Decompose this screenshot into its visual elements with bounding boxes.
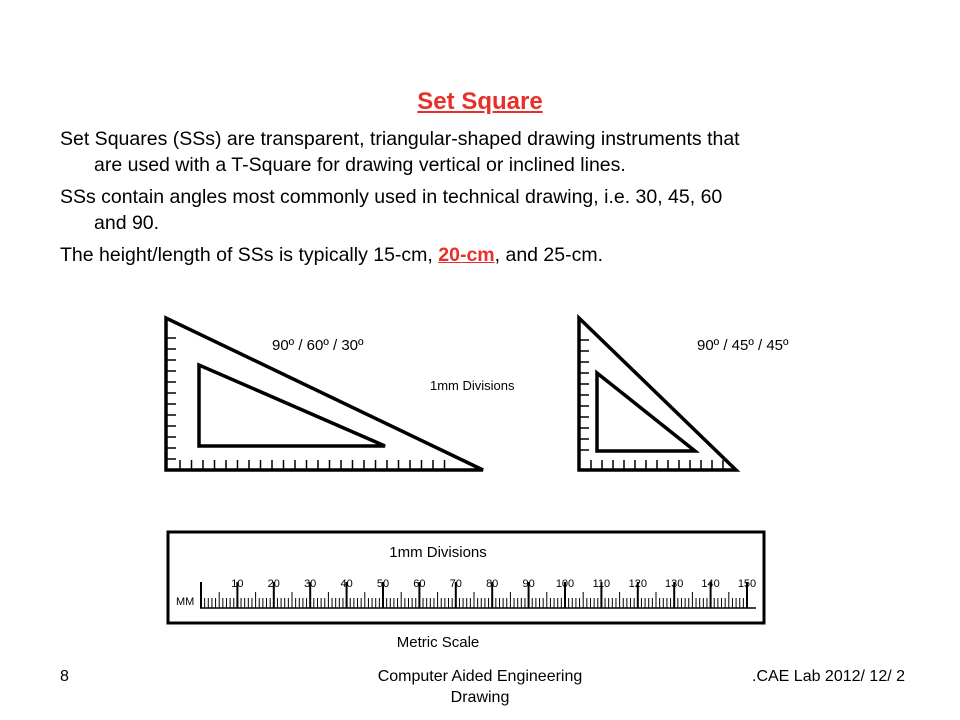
scale-caption: Metric Scale	[396, 634, 480, 651]
footer-center-line1: Computer Aided Engineering	[377, 668, 583, 685]
slide-title: Set Square	[417, 88, 543, 115]
scale-number: 10	[231, 578, 244, 590]
height-highlight: 20-cm	[438, 244, 495, 266]
scale-number: 140	[701, 578, 720, 590]
scale-number: 100	[555, 578, 575, 590]
scale-title: 1mm Divisions	[389, 544, 487, 561]
page-number: 8	[60, 668, 69, 685]
footer-center-line2: Drawing	[450, 689, 510, 706]
footer-right: .CAE Lab 2012/ 12/ 2	[752, 668, 905, 685]
scale-number: 90	[522, 578, 535, 590]
triangle2-angle-label: 90º / 45º / 45º	[697, 337, 789, 354]
height-text-before: The height/length of SSs is typically 15-cm,	[60, 244, 439, 266]
scale-number: 150	[737, 578, 757, 590]
scale-numbers	[231, 578, 756, 590]
footer-center	[330, 666, 630, 708]
scale-number: 110	[592, 578, 611, 590]
scale-number: 20	[267, 578, 280, 590]
paragraph-angles-line1: SSs contain angles most commonly used in technical drawing, i.e. 30, 45, 60	[60, 186, 723, 208]
metric-scale	[168, 532, 764, 623]
triangle1-angle-label: 90º / 60º / 30º	[272, 337, 364, 354]
scale-number: 70	[449, 578, 462, 590]
paragraph-angles-line2: and 90.	[94, 212, 160, 234]
paragraph-definition-line2: are used with a T-Square for drawing vertical or inclined lines.	[94, 154, 626, 176]
paragraph-definition-line1: Set Squares (SSs) are transparent, triangular-shaped drawing instruments that	[60, 128, 740, 150]
scale-unit: MM	[176, 596, 195, 608]
scale-number: 120	[628, 578, 647, 590]
scale-number: 30	[304, 578, 317, 590]
scale-number: 130	[665, 578, 684, 590]
scale-number: 60	[413, 578, 426, 590]
scale-number: 40	[340, 578, 353, 590]
height-text-after: , and 25-cm.	[494, 244, 604, 266]
scale-number: 80	[486, 578, 499, 590]
scale-number: 50	[376, 578, 390, 590]
divisions-label: 1mm Divisions	[430, 378, 515, 393]
